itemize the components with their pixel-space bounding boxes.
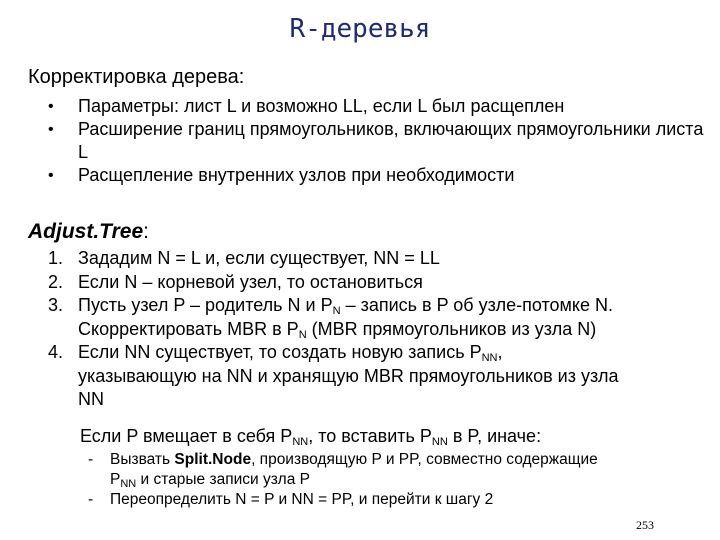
bullet-symbol: • xyxy=(48,121,54,138)
bullet-list xyxy=(48,95,708,187)
algorithm-heading xyxy=(28,220,149,244)
bullet-symbol: • xyxy=(48,98,54,115)
sub-text: Переопределить N = P и NN = PP, и перейти к шагу 2 xyxy=(110,491,494,508)
section-heading: Корректировка дерева: xyxy=(28,66,245,88)
step-text-part: (MBR прямоугольников из узла N) xyxy=(306,318,597,339)
step-continuation xyxy=(48,388,708,412)
step-text-part: – запись в P об узле-потомке N. xyxy=(340,295,614,315)
algorithm-colon: : xyxy=(143,220,149,243)
sub-item xyxy=(88,450,708,490)
condition-text: Если P вмещает в себя P xyxy=(80,426,293,446)
step-text-part: Скорректировать MBR в P xyxy=(78,318,299,339)
condition-line xyxy=(80,426,541,447)
subscript: N xyxy=(298,328,307,341)
step-number: 1. xyxy=(48,248,64,268)
step-text: указывающую на NN и хранящую MBR прямоугольников из узла xyxy=(78,365,619,386)
step-item xyxy=(48,341,708,365)
sub-text xyxy=(110,450,598,490)
step-continuation xyxy=(48,318,708,342)
sub-text-part: Вызвать xyxy=(110,451,175,468)
bullet-symbol: • xyxy=(48,167,54,184)
condition-text: , то вставить P xyxy=(308,426,432,446)
subscript: NN xyxy=(292,436,309,448)
subscript: NN xyxy=(431,436,448,448)
step-text: Если N – корневой узел, то остановиться xyxy=(78,271,423,292)
sub-list xyxy=(88,450,708,510)
algorithm-name: Adjust.Tree xyxy=(28,220,144,243)
step-text: NN xyxy=(78,389,104,409)
dash-marker: - xyxy=(88,451,94,468)
step-text xyxy=(78,318,708,342)
step-number: 2. xyxy=(48,271,64,292)
step-item xyxy=(48,294,708,318)
step-number: 3. xyxy=(48,295,64,315)
page-number: 253 xyxy=(636,518,654,532)
step-text-part: , xyxy=(497,342,503,362)
bullet-text: Расширение границ прямоугольников, включающих прямоугольники листа L xyxy=(78,119,704,162)
subscript: NN xyxy=(481,352,498,364)
bullet-item xyxy=(48,95,708,118)
function-name: Split.Node xyxy=(174,451,252,468)
step-number: 4. xyxy=(48,342,64,362)
slide-title: R-деревья xyxy=(289,14,431,44)
step-continuation xyxy=(48,365,708,389)
step-list xyxy=(48,247,708,412)
step-text-part: Если NN существует, то создать новую запись P xyxy=(78,342,482,362)
sub-text-part: P xyxy=(110,471,121,488)
bullet-item xyxy=(48,164,708,187)
subscript: NN xyxy=(120,478,137,490)
step-item xyxy=(48,247,708,271)
condition-text: в P, иначе: xyxy=(447,426,542,446)
sub-text-part: и старые записи узла P xyxy=(136,471,310,488)
bullet-text: Параметры: лист L и возможно LL, если L был расщеплен xyxy=(78,96,565,116)
step-text xyxy=(78,341,708,365)
dash-marker: - xyxy=(88,491,94,508)
bullet-item xyxy=(48,118,708,164)
sub-item xyxy=(88,490,708,510)
step-text-part: Пусть узел P – родитель N и P xyxy=(78,295,333,315)
step-item xyxy=(48,271,708,295)
bullet-text: Расщепление внутренних узлов при необходимости xyxy=(78,165,515,185)
step-text xyxy=(78,294,708,318)
sub-text-part: , производящую P и PP, совместно содержащие xyxy=(251,451,598,468)
subscript: N xyxy=(332,305,341,317)
step-text: Зададим N = L и, если существует, NN = LL xyxy=(78,248,440,268)
